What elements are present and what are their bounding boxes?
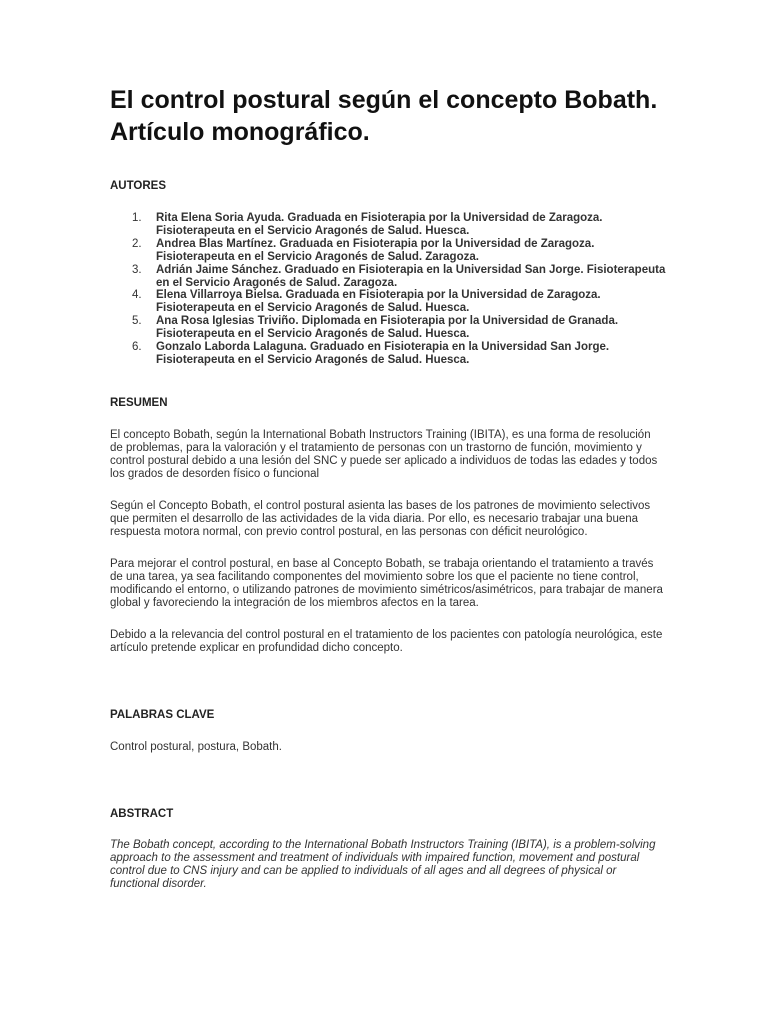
resumen-paragraph: Debido a la relevancia del control postural en el tratamiento de los pacientes con patología neurológica, este artículo pretende explicar en profundidad dicho concepto. <box>110 629 663 654</box>
author-number: 1. <box>132 212 142 224</box>
resumen-heading: RESUMEN <box>110 397 168 409</box>
resumen-paragraph: Según el Concepto Bobath, el control postural asienta las bases de los patrones de movimiento selectivos que permiten el desarrollo de las actividades de la vida diaria. Por ello, es necesario trabajar una buena respuesta motora normal, con previo control postural, en las personas con déficit neurológico. <box>110 500 651 538</box>
author-text: Rita Elena Soria Ayuda. Graduada en Fisioterapia por la Universidad de Zaragoza. Fisioterapeuta en el Servicio Aragonés de Salud. Huesca. <box>156 212 603 237</box>
author-number: 3. <box>132 263 142 276</box>
author-text: Gonzalo Laborda Lalaguna. Graduado en Fisioterapia en la Universidad San Jorge. Fisioterapeuta en el Servicio Aragonés de Salud. Huesca. <box>156 341 610 366</box>
author-number: 5. <box>132 315 142 328</box>
author-number: 6. <box>132 341 142 354</box>
abstract-text: The Bobath concept, according to the International Bobath Instructors Training (IBITA), is a problem-solving approach to the assessment and treatment of individuals with impaired function, movement and postural control due to CNS injury and can be applied to individuals of all ages and all degrees of physical or functional disorder. <box>110 839 656 890</box>
authors-heading: AUTORES <box>110 180 167 192</box>
author-item <box>110 264 666 290</box>
author-text: Andrea Blas Martínez. Graduada en Fisioterapia por la Universidad de Zaragoza. Fisioterapeuta en el Servicio Aragonés de Salud. Zaragoza. <box>156 237 595 263</box>
resumen-paragraph: Para mejorar el control postural, en base al Concepto Bobath, se trabaja orientando el tratamiento a través de una tarea, ya sea facilitando componentes del movimiento sobre los que el paciente no tiene control, modificando el entorno, o utilizando patrones de movimiento simétricos/asimétricos, para trabajar de manera global y favoreciendo la integración de los miembros afectos en la tarea. <box>110 558 663 609</box>
author-item <box>110 212 666 238</box>
author-item <box>110 315 666 341</box>
resumen-paragraph: El concepto Bobath, según la International Bobath Instructors Training (IBITA), es una forma de resolución de problemas, para la valoración y el tratamiento de personas con un trastorno de función, movimiento y control postural debido a una lesión del SNC y puede ser aplicado a individuos de todas las edades y todos los grados de desorden físico o funcional <box>110 429 658 480</box>
author-item <box>110 341 666 367</box>
document-title: El control postural según el concepto Bobath. Artículo monográfico. <box>110 86 658 146</box>
author-text: Elena Villarroya Bielsa. Graduada en Fisioterapia por la Universidad de Zaragoza. Fisioterapeuta en el Servicio Aragonés de Salud. Huesca. <box>156 289 601 315</box>
keywords-text: Control postural, postura, Bobath. <box>110 741 282 753</box>
author-text: Ana Rosa Iglesias Triviño. Diplomada en Fisioterapia por la Universidad de Granada. Fisioterapeuta en el Servicio Aragonés de Salud. Huesca. <box>156 315 619 341</box>
author-number: 4. <box>132 289 142 302</box>
author-text: Adrián Jaime Sánchez. Graduado en Fisioterapia en la Universidad San Jorge. Fisioterapeuta en el Servicio Aragonés de Salud. Zaragoza. <box>156 263 666 289</box>
author-number: 2. <box>132 237 142 250</box>
author-item <box>110 238 666 264</box>
authors-list <box>110 212 666 367</box>
author-item <box>110 289 666 315</box>
abstract-heading: ABSTRACT <box>110 808 174 820</box>
keywords-heading: PALABRAS CLAVE <box>110 709 215 721</box>
